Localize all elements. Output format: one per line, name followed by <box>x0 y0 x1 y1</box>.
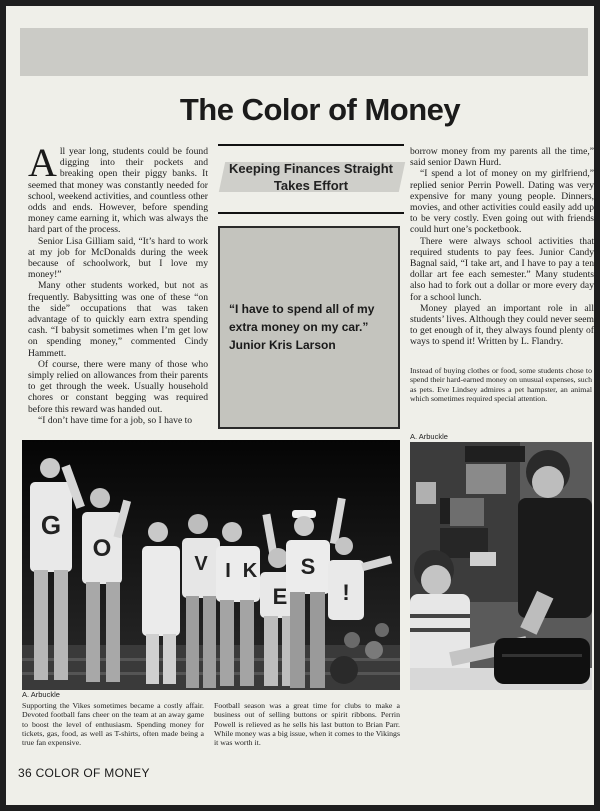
shirt-letter: E <box>272 584 288 609</box>
article-paragraph: Of course, there were many of those who simply relied on allowances from their parents to get through the week. Usually household chores or constant begging was required before this reward was handed out. <box>28 358 208 415</box>
article-paragraph: “I spend a lot of money on my girlfriend,” replied senior Perrin Powell. Dating was very expensive for many young people. Dinners, movies, and other activities could easily add up to be very costly. Even going out with friends could hurt one’s pocketbook. <box>410 168 594 236</box>
photo-credit: A. Arbuckle <box>22 690 60 699</box>
article-paragraph: All year long, students could be found digging into their pockets and breaking open their piggy banks. It seemed that money was constantly needed for school, weekend activities, and countless other odds and ends. However, before spending money came earning it, which was always the hard part of the process. <box>28 140 208 236</box>
subhead-text: Keeping Finances Straight Takes Effort <box>229 161 393 193</box>
shirt-letter: O <box>92 535 112 562</box>
shirt-letter: S <box>300 554 316 579</box>
article-right-column <box>410 146 594 348</box>
shirt-letter: V <box>194 553 208 575</box>
button-sale-photo-art <box>410 442 592 690</box>
pull-quote-box <box>218 226 400 429</box>
photo-credit: A. Arbuckle <box>410 432 448 441</box>
article-paragraph: Senior Lisa Gilliam said, “It’s hard to work at my job for McDonalds during the week because of schoolwork, but I love my money!” <box>28 235 208 281</box>
article-left-column <box>28 140 208 426</box>
vikes-fans-photo <box>22 440 400 690</box>
subhead-top-rule <box>218 144 404 146</box>
pull-quote: “I have to spend all of my extra money on my car.” Junior Kris Larson <box>229 302 375 352</box>
shirt-letter: K <box>242 560 258 582</box>
button-sale-photo <box>410 442 592 690</box>
buttons-caption: Football season was a great time for clubs to make a business out of selling buttons or spirit ribbons. Perrin Powell is relieved as he sells his last button to Brian Parr. While money was a big issue, when it comes to the Vikings it was worth it. <box>214 701 400 748</box>
subhead-bottom-rule <box>218 212 404 214</box>
article-paragraph: “I don’t have time for a job, so I have to <box>38 414 193 426</box>
page-folio: 36 COLOR OF MONEY <box>18 766 150 780</box>
shirt-letter: G <box>40 510 62 540</box>
subhead-block <box>218 148 404 204</box>
shirt-letter: ! <box>342 580 350 605</box>
hamster-caption: Instead of buying clothes or food, some students chose to spend their hard-earned money on unusual expenses, such as pets. Eve Lindsey admires a pet hampster, an animal which sometimes required special attention. <box>410 366 592 403</box>
article-paragraph: Money played an important role in all students’ lives. Although they could never seem to get enough of it, they always found plenty of ways to spend it! Written by L. Flandry. <box>410 302 594 348</box>
article-paragraph: borrow money from my parents all the time,” said senior Dawn Hurd. <box>410 146 594 169</box>
header-band <box>20 28 588 76</box>
fans-photo-art <box>22 440 400 690</box>
vikes-caption: Supporting the Vikes sometimes became a costly affair. Devoted football fans cheer on the team at an away game to boost the level of enthusiasm. Spending money for tickets, gas, food, as well as T-shirts, often made being a true fan expensive. <box>22 701 204 748</box>
drop-cap: A <box>28 140 57 185</box>
article-paragraph: There were always school activities that required students to pay fees. Junior Candy Bagnal said, “I take art, and I have to pay a ten dollar art fee each semester.” Many students also had to fork out a dollar or more every day for a school lunch. <box>410 235 594 303</box>
page-title: The Color of Money <box>179 92 461 127</box>
article-paragraph: Many other students worked, but not as frequently. Babysitting was one of these “on the side” occupations that was taken advantage of to quickly earn extra spending cash. “I babysit sometimes when I’m get low on spending money,” commented Cindy Hammett. <box>28 280 208 359</box>
shirt-letter: I <box>225 560 231 582</box>
